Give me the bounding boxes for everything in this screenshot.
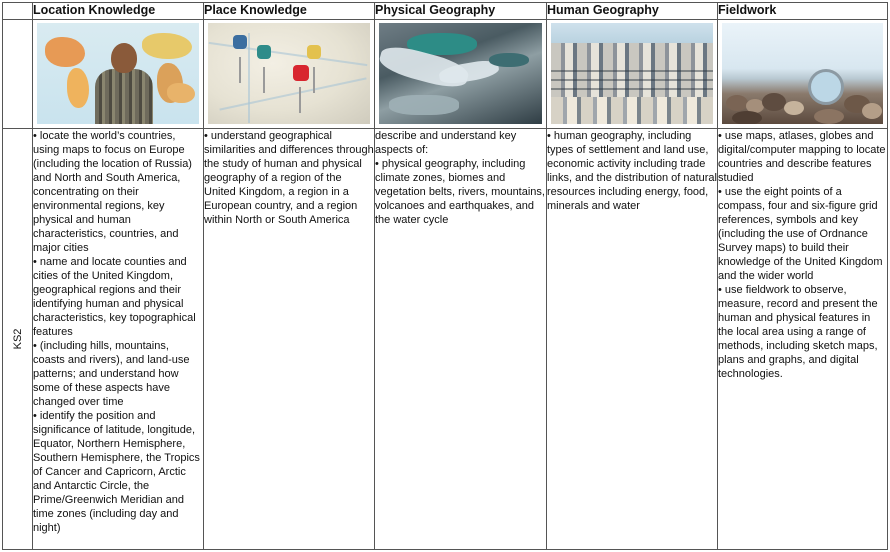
aerial-glacier-image [379,23,542,124]
key-stage-label: KS2 [11,328,24,350]
fieldwork-item: • use the eight points of a compass, four and six-figure grid references, symbols and key (including the use of Ordnance Survey maps) to build their knowledge of the United Kingdom and the wider world [718,186,883,282]
place-knowledge-item: • understand geographical similarities and differences through the study of human and physical geography of a region of the United Kingdom, a region in a European country, and a region within North or South America [204,130,374,226]
header-location-knowledge: Location Knowledge [33,3,204,20]
compass-icon [808,69,844,105]
corner-cell [3,3,33,20]
image-row [3,20,888,129]
location-knowledge-item: • locate the world’s countries, using maps to focus on Europe (including the location of Russia) and North and South America, concentrating on their environmental regions, key physical and human characteristics, countries, and major cities [33,130,192,254]
physical-geography-cell [375,129,547,550]
boy-looking-at-world-map-image [37,23,199,124]
header-row [3,3,888,20]
location-knowledge-item: • identify the position and significance of latitude, longitude, Equator, Northern Hemisphere, Southern Hemisphere, the Tropics of Cancer and Capricorn, Arctic and Antarctic Circle, the Prime/Greenwich Meridian and time zones (including day and night) [33,410,200,534]
header-fieldwork: Fieldwork [718,3,888,20]
physical-geography-item: • physical geography, including climate zones, biomes and vegetation belts, rivers, mountains, volcanoes and earthquakes, and the water cycle [375,158,545,226]
header-human-geography: Human Geography [547,3,718,20]
fieldwork-item: • use fieldwork to observe, measure, record and present the human and physical features in the local area using a range of methods, including sketch maps, plans and graphs, and digital technologies. [718,284,878,380]
location-knowledge-item: • (including hills, mountains, coasts and rivers), and land-use patterns; and understand how some of these aspects have changed over time [33,340,190,408]
empty-cell [3,20,33,129]
key-stage-cell [3,129,33,550]
human-geography-cell [547,129,718,550]
curriculum-table [2,2,888,550]
header-place-knowledge: Place Knowledge [204,3,375,20]
pushpins-on-map-image [208,23,370,124]
fieldwork-cell [718,129,888,550]
human-geography-item: • human geography, including types of settlement and land use, economic activity including trade links, and the distribution of natural resources including energy, food, minerals and water [547,130,717,212]
header-physical-geography: Physical Geography [375,3,547,20]
compass-on-pebbles-image [722,23,883,124]
location-knowledge-item: • name and locate counties and cities of the United Kingdom, geographical regions and their identifying human and physical characteristics, key topographical features [33,256,196,338]
ks2-row [3,129,888,550]
city-houses-image [551,23,713,124]
place-knowledge-cell [204,129,375,550]
physical-geography-intro: describe and understand key aspects of: [375,130,517,156]
location-knowledge-cell [33,129,204,550]
fieldwork-item: • use maps, atlases, globes and digital/computer mapping to locate countries and describe features studied [718,130,886,184]
